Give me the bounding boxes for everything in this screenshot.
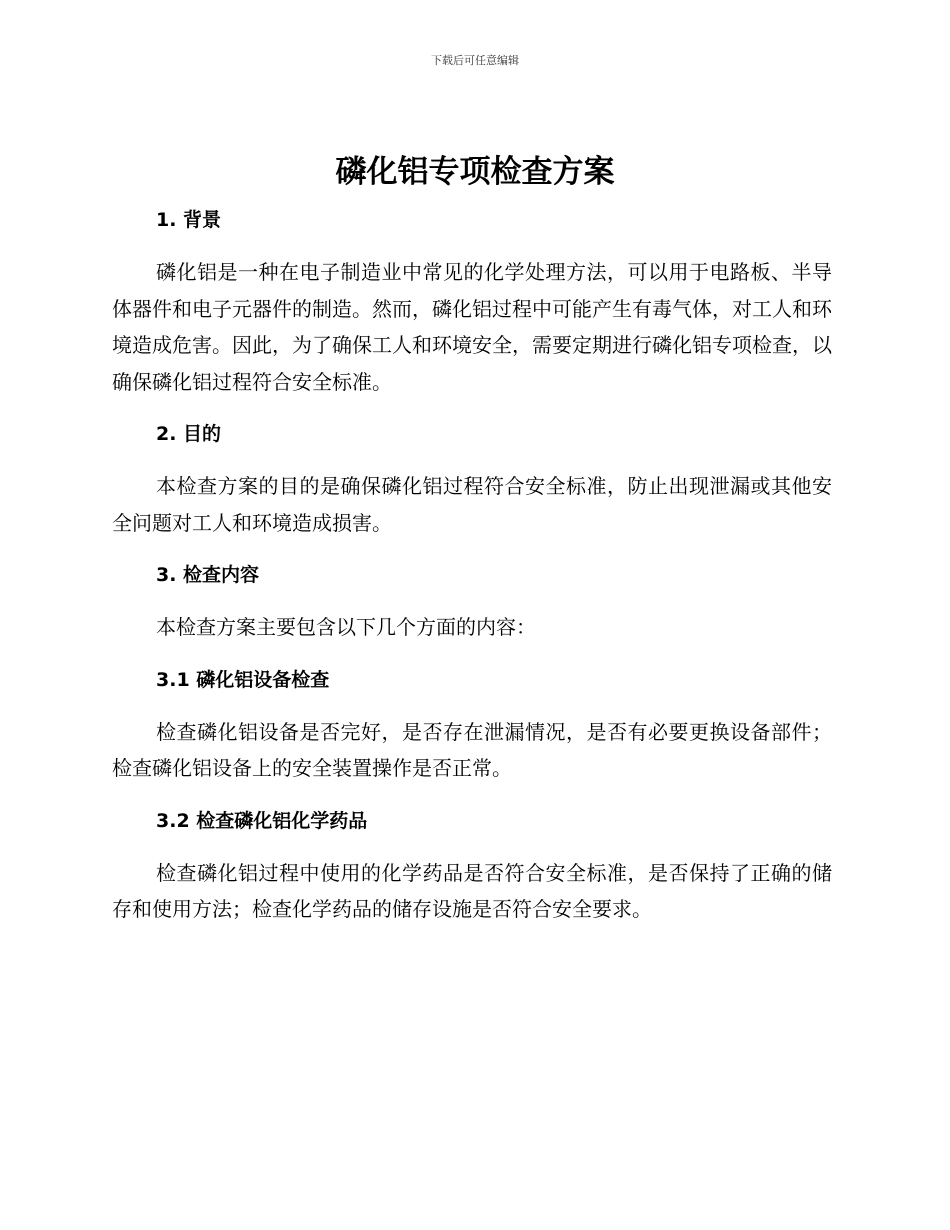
section-paragraph: 检查磷化铝过程中使用的化学药品是否符合安全标准，是否保持了正确的储存和使用方法；检查化学药品的储存设施是否符合安全要求。 — [112, 860, 832, 921]
document-title: 磷化铝专项检查方案 — [335, 154, 615, 190]
section-heading: 2. 目的 — [156, 423, 222, 445]
section-heading: 3. 检查内容 — [156, 564, 260, 586]
section-paragraph: 本检查方案的目的是确保磷化铝过程符合安全标准，防止出现泄漏或其他安全问题对工人和环境造成损害。 — [112, 474, 832, 535]
section-inspection-content — [112, 557, 832, 646]
section-paragraph: 本检查方案主要包含以下几个方面的内容： — [156, 615, 536, 639]
section-purpose — [112, 416, 832, 541]
section-paragraph: 检查磷化铝设备是否完好，是否存在泄漏情况，是否有必要更换设备部件；检查磷化铝设备上的安全装置操作是否正常。 — [112, 719, 832, 780]
section-paragraph: 磷化铝是一种在电子制造业中常见的化学处理方法，可以用于电路板、半导体器件和电子元器件的制造。然而，磷化铝过程中可能产生有毒气体，对工人和环境造成危害。因此，为了确保工人和环境安全，需要定期进行磷化铝专项检查，以确保磷化铝过程符合安全标准。 — [112, 260, 832, 394]
document-body — [112, 202, 832, 944]
section-heading: 3.1 磷化铝设备检查 — [156, 668, 330, 691]
section-heading: 3.2 检查磷化铝化学药品 — [156, 809, 368, 832]
section-heading: 1. 背景 — [156, 209, 222, 231]
section-equipment-inspection — [112, 662, 832, 787]
section-background — [112, 202, 832, 400]
section-chemical-inspection — [112, 803, 832, 928]
page-header-note: 下载后可任意编辑 — [431, 54, 519, 67]
